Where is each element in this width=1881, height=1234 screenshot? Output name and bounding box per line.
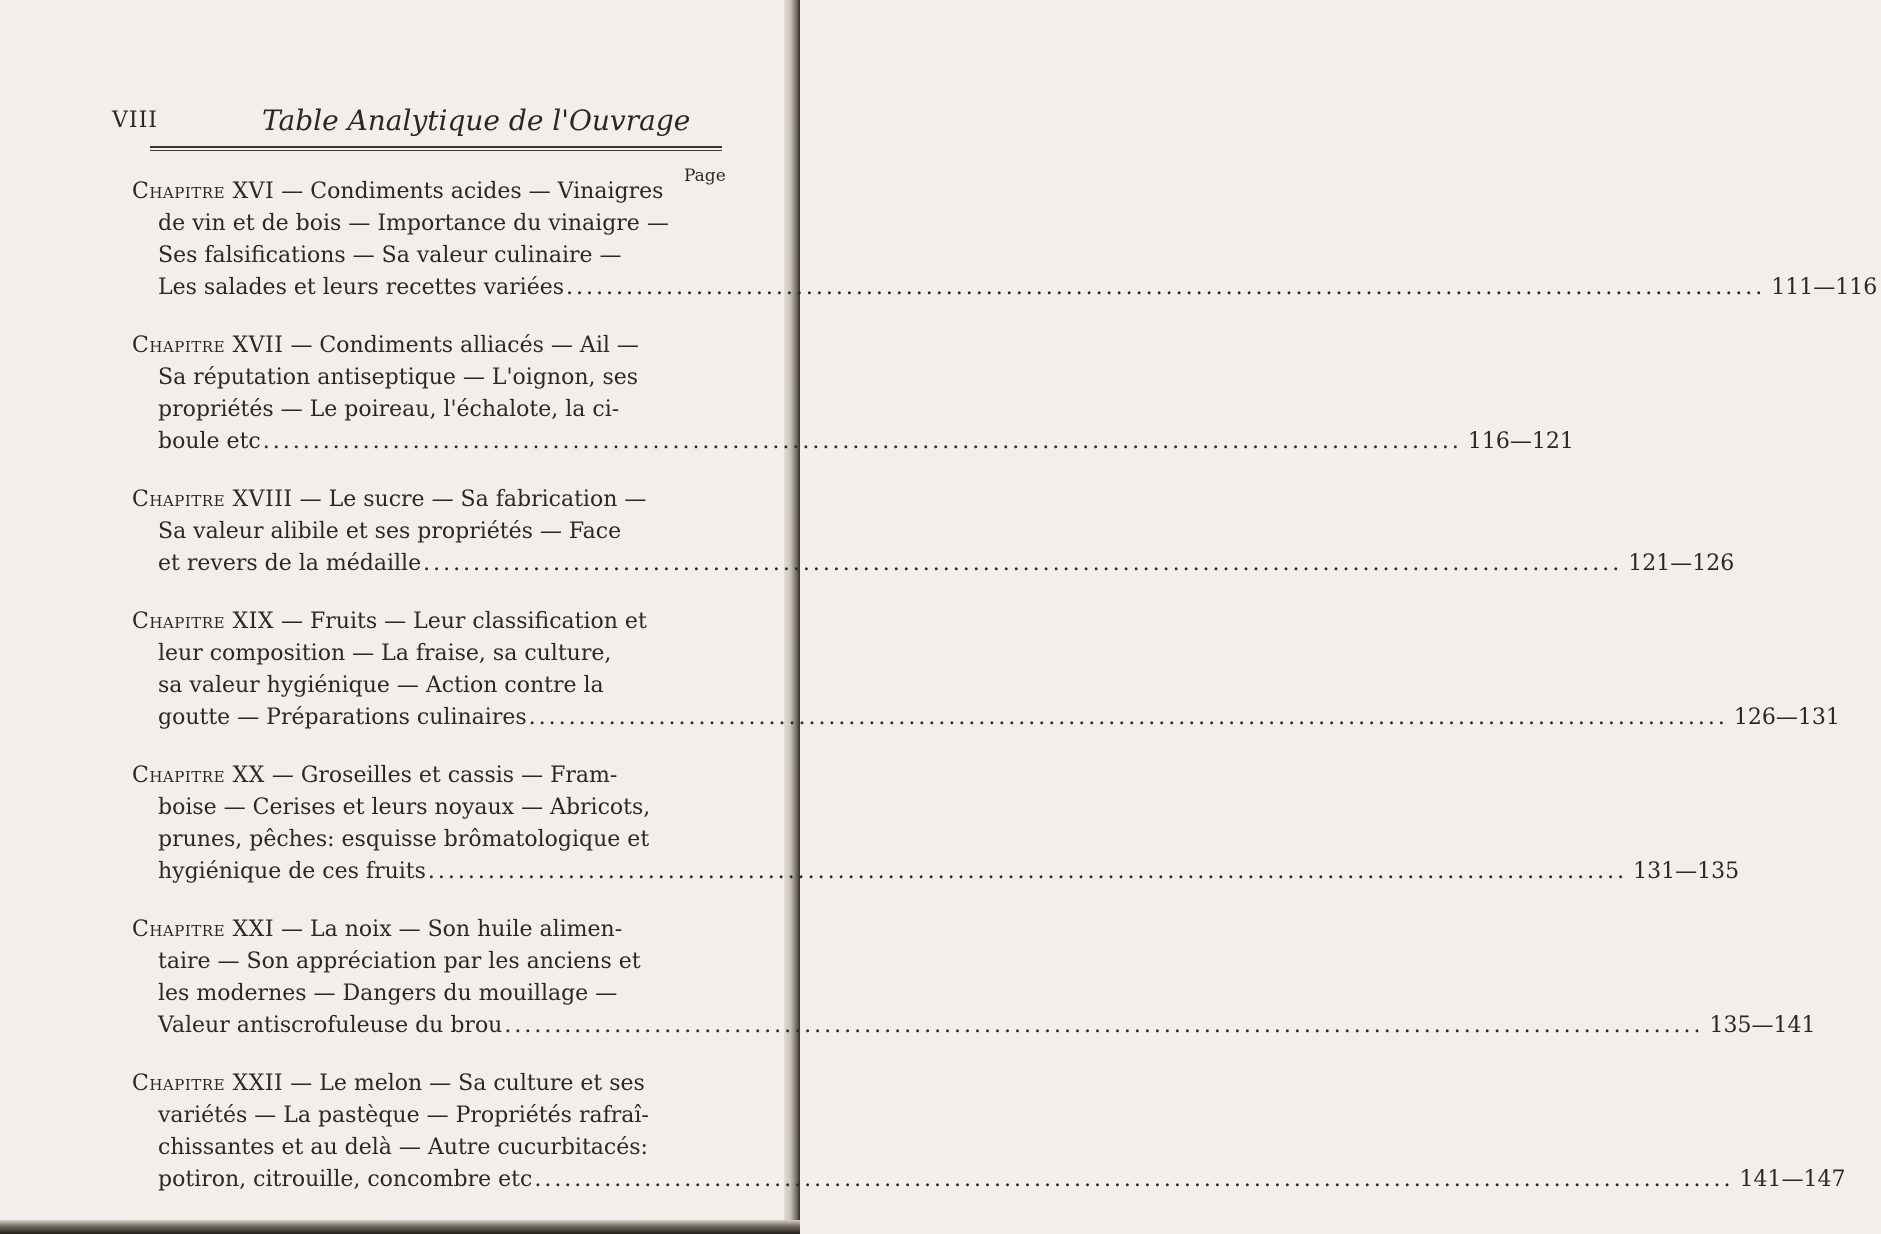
page-range: 111—116: [1771, 275, 1878, 300]
page-range: 135—141: [1709, 1013, 1816, 1038]
chapter-description: — Fruits — Leur classification et: [281, 609, 647, 634]
chapter-description: de vin et de bois — Importance du vinaigre —: [158, 211, 669, 236]
dot-leader: ........................................................................................................................: [262, 429, 1462, 454]
chapter-description: hygiénique de ces fruits: [158, 859, 426, 884]
chapter-description: prunes, pêches: esquisse brômatologique et: [158, 827, 650, 852]
chapter-description: boule etc: [158, 429, 261, 454]
dot-leader: ........................................................................................................................: [427, 859, 1628, 884]
toc-line: [132, 484, 740, 516]
toc-line: [132, 362, 740, 394]
toc-line: [132, 208, 740, 240]
chapter-description: — Le sucre — Sa fabrication —: [299, 487, 647, 512]
chapter-description: Valeur antiscrofuleuse du brou: [158, 1013, 503, 1038]
chapter-description: Sa réputation antiseptique — L'oignon, ses: [158, 365, 639, 390]
dot-leader: ........................................................................................................................: [534, 1167, 1734, 1192]
toc-line: [132, 606, 740, 638]
toc-line: [132, 272, 1878, 304]
toc-line: [132, 946, 740, 978]
dot-leader: ........................................................................................................................: [423, 551, 1623, 576]
dot-leader: ........................................................................................................................: [504, 1013, 1704, 1038]
page-range: 121—126: [1628, 551, 1735, 576]
chapter-description: propriétés — Le poireau, l'échalote, la ci-: [158, 397, 620, 422]
chapter-description: — Condiments alliacés — Ail —: [290, 333, 639, 358]
chapter-description: taire — Son appréciation par les anciens et: [158, 949, 641, 974]
toc-line: [132, 638, 740, 670]
chapter-description: variétés — La pastèque — Propriétés rafraî-: [158, 1103, 649, 1128]
toc-line: [132, 792, 740, 824]
toc-entry: [132, 914, 1816, 1042]
chapter-description: Sa valeur alibile et ses propriétés — Face: [158, 519, 622, 544]
chapter-label: Chapitre XVIII: [132, 487, 293, 512]
chapter-description: sa valeur hygiénique — Action contre la: [158, 673, 604, 698]
toc-entry: [132, 176, 1878, 304]
header-rule: [150, 146, 722, 151]
page-edge-shadow: [784, 0, 800, 1234]
chapter-label: Chapitre XX: [132, 763, 265, 788]
chapter-description: — Condiments acides — Vinaigres: [281, 179, 664, 204]
toc-line: [132, 330, 740, 362]
toc-entry: [132, 1068, 1846, 1196]
toc-line: [132, 176, 740, 208]
toc-line: [132, 914, 740, 946]
toc-line: [132, 978, 740, 1010]
page-bottom-shadow: [0, 1220, 800, 1234]
toc-line: [132, 1100, 740, 1132]
toc-line: [132, 1132, 740, 1164]
toc-line: [132, 702, 1840, 734]
toc-line: [132, 1164, 1846, 1196]
page-header: [112, 104, 732, 144]
chapter-description: les modernes — Dangers du mouillage —: [158, 981, 618, 1006]
chapter-description: chissantes et au delà — Autre cucurbitacés:: [158, 1135, 648, 1160]
dot-leader: ........................................................................................................................: [566, 275, 1766, 300]
chapter-description: leur composition — La fraise, sa culture,: [158, 641, 612, 666]
running-title: Table Analytique de l'Ouvrage: [262, 104, 691, 137]
chapter-description: Ses falsifications — Sa valeur culinaire —: [158, 243, 622, 268]
chapter-description: potiron, citrouille, concombre etc: [158, 1167, 533, 1192]
chapter-description: — La noix — Son huile alimen-: [281, 917, 623, 942]
toc-entry: [132, 330, 1574, 458]
toc-line: [132, 240, 740, 272]
chapter-label: Chapitre XIX: [132, 609, 275, 634]
toc-entry: [132, 484, 1735, 580]
chapter-description: — Le melon — Sa culture et ses: [290, 1071, 645, 1096]
page-column-label: Page: [684, 166, 726, 186]
chapter-description: Les salades et leurs recettes variées: [158, 275, 565, 300]
toc-line: [132, 760, 740, 792]
table-of-contents: [132, 176, 1878, 1222]
page-range: 126—131: [1733, 705, 1840, 730]
page-range: 116—121: [1467, 429, 1574, 454]
dot-leader: ........................................................................................................................: [528, 705, 1728, 730]
chapter-label: Chapitre XXI: [132, 917, 275, 942]
chapter-label: Chapitre XVII: [132, 333, 284, 358]
toc-line: [132, 516, 740, 548]
toc-line: [132, 1010, 1816, 1042]
toc-entry: [132, 760, 1740, 888]
toc-entry: [132, 606, 1840, 734]
toc-line: [132, 394, 740, 426]
chapter-label: Chapitre XVI: [132, 179, 275, 204]
toc-line: [132, 670, 740, 702]
chapter-description: goutte — Préparations culinaires: [158, 705, 527, 730]
chapter-description: — Groseilles et cassis — Fram-: [271, 763, 618, 788]
chapter-description: boise — Cerises et leurs noyaux — Abricots,: [158, 795, 651, 820]
toc-line: [132, 1068, 740, 1100]
page-range: 141—147: [1739, 1167, 1846, 1192]
page-range: 131—135: [1633, 859, 1740, 884]
toc-line: [132, 426, 1574, 458]
toc-line: [132, 548, 1735, 580]
toc-line: [132, 856, 1740, 888]
toc-line: [132, 824, 740, 856]
chapter-label: Chapitre XXII: [132, 1071, 284, 1096]
page-number: VIII: [112, 108, 158, 133]
chapter-description: et revers de la médaille: [158, 551, 422, 576]
